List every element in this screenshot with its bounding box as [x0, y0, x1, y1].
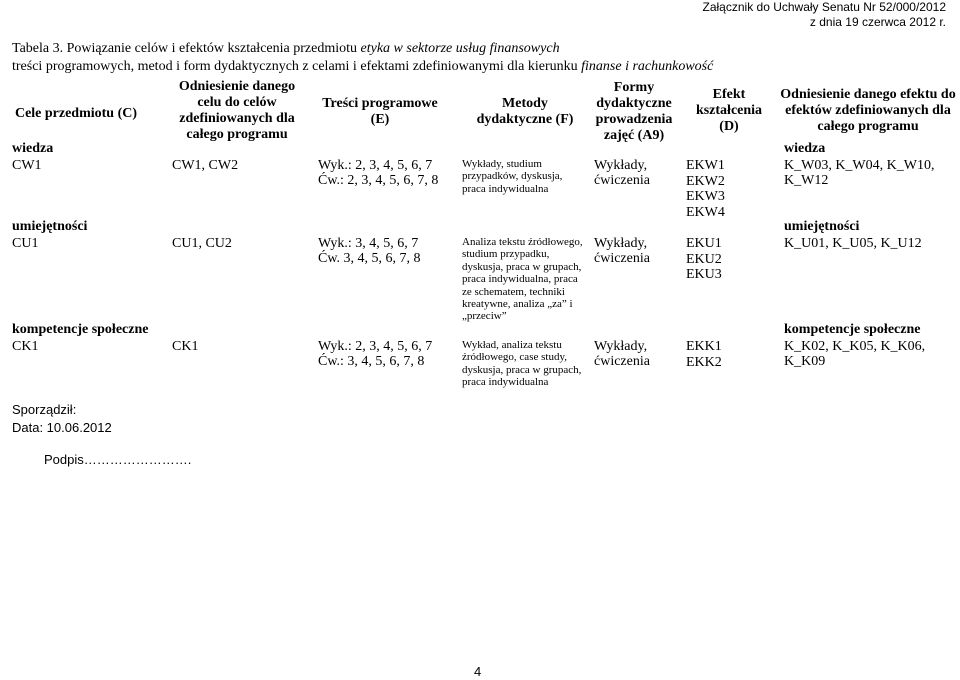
content-cell: Wyk.: 2, 3, 4, 5, 6, 7 Ćw.: 3, 4, 5, 6, 7, 8	[318, 339, 433, 369]
goal-cell: CW1	[12, 158, 42, 173]
effects-cell: EKW1 EKW2 EKW3 EKW4	[686, 158, 725, 220]
methods-cell: Wykład, analiza tekstu źródłowego, case study, dyskusja, praca w grupach, praca indywidualna	[462, 339, 582, 389]
section-label-social-competences: kompetencje społeczne	[12, 322, 149, 337]
signature-line: Podpis…………………….	[44, 452, 192, 467]
caption-text: treści programowych, metod i form dydaktycznych z celami i efektami zdefiniowanymi dla kierunku	[12, 59, 582, 74]
column-header-content: Treści programowe (E)	[322, 96, 438, 127]
header-resolution: Załącznik do Uchwały Senatu Nr 52/000/2012	[702, 0, 946, 14]
effects-cell: EKK1 EKK2	[686, 339, 722, 370]
content-cell: Wyk.: 2, 3, 4, 5, 6, 7 Ćw.: 2, 3, 4, 5, 6, 7, 8	[318, 158, 439, 188]
methods-cell: Wykłady, studium przypadków, dyskusja, praca indywidualna	[462, 158, 563, 195]
effects-cell: EKU1 EKU2 EKU3	[686, 236, 722, 282]
goal-cell: CK1	[12, 339, 39, 354]
page-number: 4	[474, 664, 482, 679]
forms-cell: Wykłady, ćwiczenia	[594, 339, 650, 369]
forms-cell: Wykłady, ćwiczenia	[594, 236, 650, 266]
goal-reference-cell: CW1, CW2	[172, 158, 239, 173]
section-label-social-competences-right: kompetencje społeczne	[784, 322, 921, 337]
effect-reference-cell: K_W03, K_W04, K_W10, K_W12	[784, 158, 935, 188]
prepared-by-label: Sporządził:	[12, 402, 77, 417]
goal-cell: CU1	[12, 236, 39, 251]
header-date: z dnia 19 czerwca 2012 r.	[809, 15, 946, 29]
section-label-skills: umiejętności	[12, 219, 88, 234]
column-header-effect-reference: Odniesienie danego efektu do efektów zdefiniowanych dla całego programu	[780, 87, 956, 134]
column-header-goals: Cele przedmiotu (C)	[14, 106, 138, 121]
column-header-goal-reference: Odniesienie danego celu do celów zdefiniowanych dla całego programu	[178, 79, 296, 142]
table-caption-line1	[12, 40, 560, 58]
table-caption-line2	[12, 58, 713, 76]
caption-text: Tabela 3. Powiązanie celów i efektów kształcenia przedmiotu	[12, 41, 361, 56]
column-header-forms: Formy dydaktyczne prowadzenia zajęć (A9)	[595, 80, 673, 143]
caption-subject: etyka w sektorze usług finansowych	[360, 41, 560, 56]
content-cell: Wyk.: 3, 4, 5, 6, 7 Ćw. 3, 4, 5, 6, 7, 8	[318, 236, 421, 266]
section-label-knowledge: wiedza	[12, 141, 54, 156]
goal-reference-cell: CU1, CU2	[172, 236, 232, 251]
section-label-skills-right: umiejętności	[784, 219, 860, 234]
forms-cell: Wykłady, ćwiczenia	[594, 158, 650, 188]
caption-field: finanse i rachunkowość	[581, 59, 714, 74]
page-header	[703, 0, 946, 30]
effect-reference-cell: K_K02, K_K05, K_K06, K_K09	[784, 339, 926, 369]
prepared-date: Data: 10.06.2012	[12, 420, 112, 435]
goal-reference-cell: CK1	[172, 339, 199, 354]
effect-reference-cell: K_U01, K_U05, K_U12	[784, 236, 922, 251]
methods-cell: Analiza tekstu źródłowego, studium przypadku, dyskusja, praca w grupach, praca indywidualna, praca ze schematem, techniki kreatywne, analiza „za” i „przeciw”	[462, 236, 583, 323]
section-label-knowledge-right: wiedza	[784, 141, 826, 156]
column-header-effects: Efekt kształcenia (D)	[695, 87, 763, 134]
column-header-methods: Metody dydaktyczne (F)	[476, 96, 574, 127]
